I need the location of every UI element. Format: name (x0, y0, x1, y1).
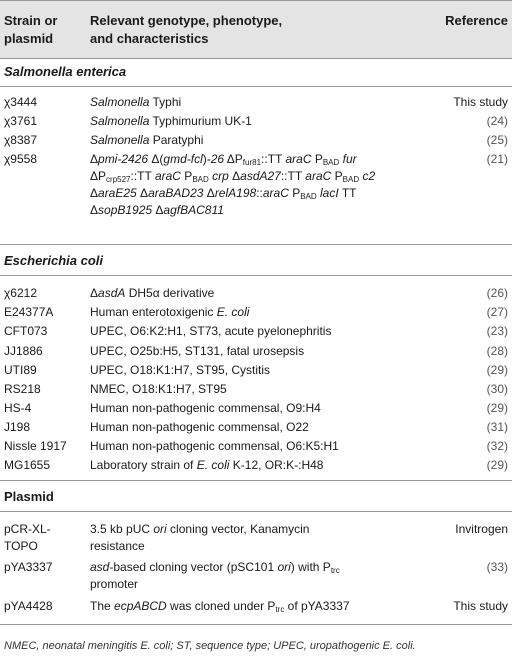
table-bottom-rule (0, 624, 512, 625)
header-genotype: Relevant genotype, phenotype, and characteristics (90, 13, 283, 46)
table-footnote: NMEC, neonatal meningitis E. coli; ST, sequence type; UPEC, uropathogenic E. coli. (4, 640, 416, 652)
pya3337-desc: asd-based cloning vector (pSC101 ori) with $P_{trc}$ promoter (90, 560, 340, 591)
section-ecoli: Escherichia coli (0, 248, 512, 276)
header-strain: Strain or plasmid (4, 13, 58, 46)
section-plasmid: Plasmid (0, 484, 512, 512)
pya4428-desc: The ecpABCD was cloned under $P_{trc}$ of pYA3337 (90, 599, 350, 614)
table-header (0, 0, 512, 59)
divider (0, 480, 512, 481)
header-reference: Reference (445, 13, 508, 28)
divider (0, 244, 512, 245)
genotype-table: Strain or plasmid Relevant genotype, phenotype, and characteristics Reference Salmonella enterica χ3444 Salmonella Typhi This study χ3761 Salmonella Typhimurium UK-1 (24) χ8387 Salmonella Paratyphi (25) χ9558 Δpmi-2426 Δ(gmd-fcl)-26 $\Delta P_{fur81}::TT$ araC $P_{BAD}$ fur $\Delta P_{crp527}::TT$ araC $P_{BAD}$ crp ΔasdA27::TT araC $P_{BAD}$ c2 ΔaraE25 ΔaraBAD23 ΔrelA198::araC $P_{BAD}$ lacI TT ΔsopB1925 ΔagfBAC811 (21) Escherichia coli χ6212 ΔasdA DH5α derivative (26) E24377A Human enterotoxigenic E. coli (27) CFT073 UPEC, O6:K2:H1, ST73, acute pyelonephritis (23) JJ1886 UPEC, O25b:H5, ST131, fatal urosepsis (28) UTI89 UPEC, O18:K1:H7, ST95, Cystitis (29) RS218 NMEC, O18:K1:H7, ST95 (30) HS-4 Human non-pathogenic commensal, O9:H4 (29) J198 Human non-pathogenic commensal, O22 (31) Nissle 1917 Human non-pathogenic commensal, O6:K5:H1 (32) MG1655 Laboratory strain of E. coli K-12, OR:K-:H48 (29) Plasmid pCR-XL- TOPO 3.5 kb pUC ori cloning vector, Kanamycin resistance Invitrogen pYA3337 asd-based cloning vector (pSC101 ori) with $P_{trc}$ promoter (33) pYA4428 The ecpABCD was cloned under $P_{trc}$ of pYA3337 This study NMEC, neonatal meningitis E. coli; ST, sequence type; UPEC, uropathogenic E. coli. (0, 0, 512, 657)
chi9558-genotype: Δpmi-2426 Δ(gmd-fcl)-26 $\Delta P_{fur81}::TT$ araC $P_{BAD}$ fur $\Delta P_{crp527}::TT$ araC $P_{BAD}$ crp ΔasdA27::TT araC $P_{BAD}$ c2 ΔaraE25 ΔaraBAD23 ΔrelA198::araC $P_{BAD}$ lacI TT ΔsopB1925 ΔagfBAC811 (90, 152, 376, 217)
section-salmonella: Salmonella enterica (0, 59, 512, 87)
pcr-xl-topo-desc: 3.5 kb pUC ori cloning vector, Kanamycin resistance (90, 522, 310, 553)
